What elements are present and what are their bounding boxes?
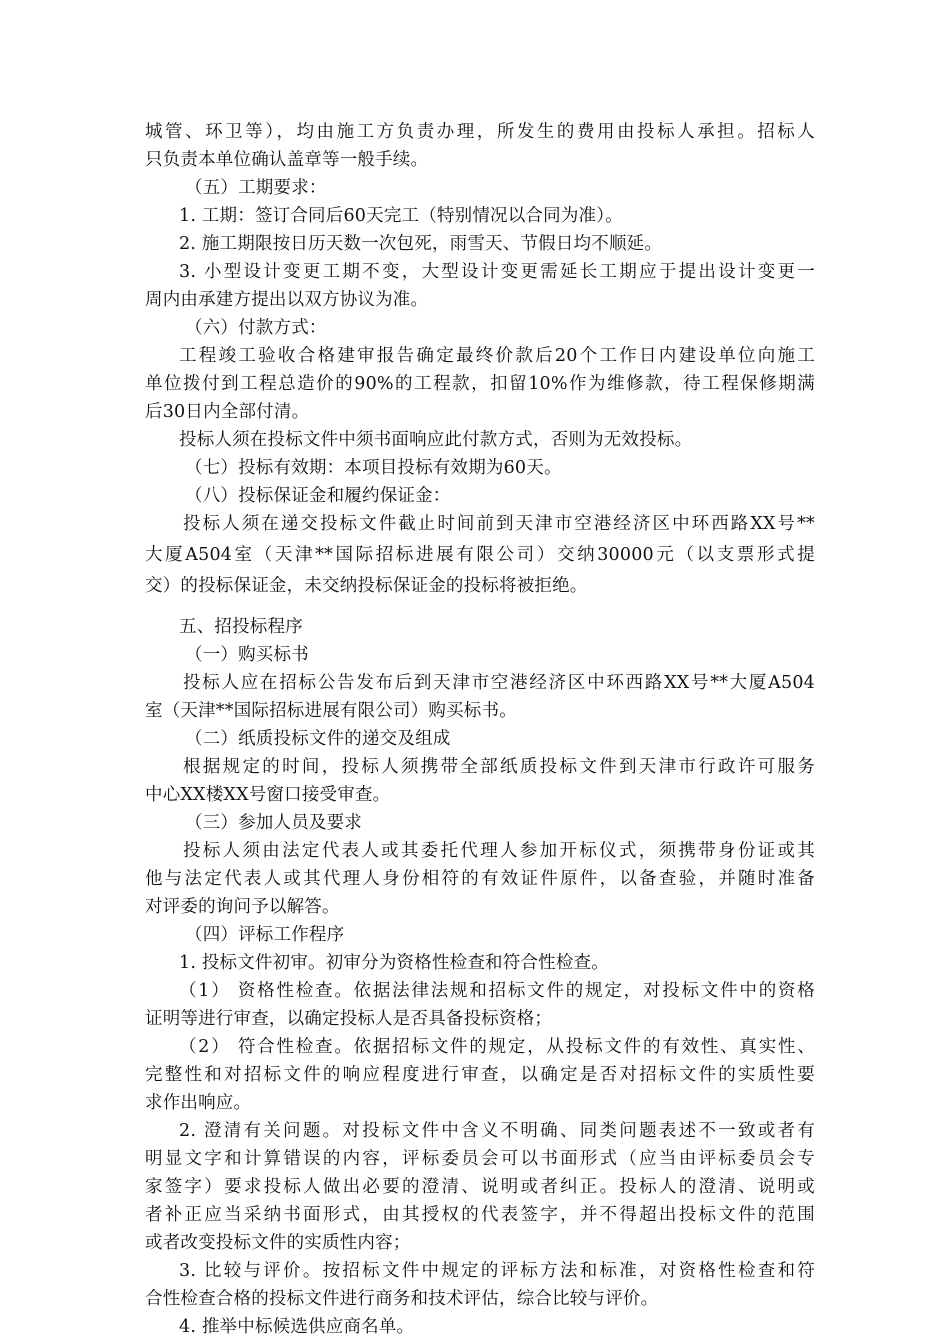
text-line: 合性检查合格的投标文件进行商务和技术评估，综合比较与评价。 xyxy=(145,1289,659,1309)
section-heading: （八）投标保证金和履约保证金： xyxy=(185,486,451,506)
text-line: 工程竣工验收合格建审报告确定最终价款后20个工作日内建设单位向施工 xyxy=(179,346,815,366)
text-line: 交）的投标保证金，未交纳投标保证金的投标将被拒绝。 xyxy=(145,576,588,596)
text-line: 他与法定代表人或其代理人身份相符的有效证件原件，以备查验，并随时准备 xyxy=(145,869,815,889)
text-line: 3. 小型设计变更工期不变，大型设计变更需延长工期应于提出设计变更一 xyxy=(179,262,815,282)
text-line: 2. 澄清有关问题。对投标文件中含义不明确、同类问题表述不一致或者有 xyxy=(179,1121,815,1141)
text-line: 投标人须在投标文件中须书面响应此付款方式，否则为无效投标。 xyxy=(179,430,693,450)
section-heading: （四）评标工作程序 xyxy=(185,925,345,945)
text-line: 室（天津**国际招标进展有限公司）购买标书。 xyxy=(145,701,517,721)
text-line: 3. 比较与评价。按招标文件中规定的评标方法和标准，对资格性检查和符 xyxy=(179,1261,815,1281)
text-line: 周内由承建方提出以双方协议为准。 xyxy=(145,290,429,310)
section-heading: （六）付款方式： xyxy=(185,318,327,338)
section-heading: （七）投标有效期：本项目投标有效期为60天。 xyxy=(185,458,562,478)
text-line: 求作出响应。 xyxy=(145,1093,252,1113)
text-line: 中心XX楼XX号窗口接受审查。 xyxy=(145,785,391,805)
text-line: 对评委的询问予以解答。 xyxy=(145,897,340,917)
text-line: 城管、环卫等），均由施工方负责办理，所发生的费用由投标人承担。招标人 xyxy=(145,122,815,142)
section-heading: （二）纸质投标文件的递交及组成 xyxy=(185,729,451,749)
text-line: 1. 投标文件初审。初审分为资格性检查和符合性检查。 xyxy=(179,953,609,973)
text-line: 只负责本单位确认盖章等一般手续。 xyxy=(145,150,429,170)
text-line: 明显文字和计算错误的内容，评标委员会可以书面形式（应当由评标委员会专 xyxy=(145,1149,815,1169)
text-line: 家签字）要求投标人做出必要的澄清、说明或者纠正。投标人的澄清、说明或 xyxy=(145,1177,815,1197)
text-line: 投标人应在招标公告发布后到天津市空港经济区中环西路XX号**大厦A504 xyxy=(183,673,815,693)
text-line: 大厦A504室（天津**国际招标进展有限公司）交纳30000元（以支票形式提 xyxy=(145,545,815,565)
text-line: （1） 资格性检查。依据法律法规和招标文件的规定，对投标文件中的资格 xyxy=(179,981,815,1001)
text-line: 后30日内全部付清。 xyxy=(145,402,310,422)
text-line: 证明等进行审查，以确定投标人是否具备投标资格； xyxy=(145,1009,553,1029)
text-line: 完整性和对招标文件的响应程度进行审查，以确定是否对招标文件的实质性要 xyxy=(145,1065,815,1085)
text-line: 投标人须由法定代表人或其委托代理人参加开标仪式，须携带身份证或其 xyxy=(183,841,815,861)
text-line: 单位拨付到工程总造价的90%的工程款，扣留10%作为维修款，待工程保修期满 xyxy=(145,374,815,394)
text-line: 投标人须在递交投标文件截止时间前到天津市空港经济区中环西路XX号** xyxy=(183,514,815,534)
section-heading: （五）工期要求： xyxy=(185,178,327,198)
text-line: 2. 施工期限按日历天数一次包死，雨雪天、节假日均不顺延。 xyxy=(179,234,663,254)
text-line: 4. 推举中标候选供应商名单。 xyxy=(179,1317,415,1337)
text-line: （2） 符合性检查。依据招标文件的规定，从投标文件的有效性、真实性、 xyxy=(179,1037,815,1057)
section-heading: 五、招投标程序 xyxy=(179,617,303,637)
text-line: 或者改变投标文件的实质性内容； xyxy=(145,1233,411,1253)
text-line: 根据规定的时间，投标人须携带全部纸质投标文件到天津市行政许可服务 xyxy=(183,757,815,777)
section-heading: （一）购买标书 xyxy=(185,645,309,665)
section-heading: （三）参加人员及要求 xyxy=(185,813,362,833)
text-line: 者补正应当采纳书面形式，由其授权的代表签字，并不得超出投标文件的范围 xyxy=(145,1205,815,1225)
text-line: 1. 工期：签订合同后60天完工（特别情况以合同为准）。 xyxy=(179,206,623,226)
